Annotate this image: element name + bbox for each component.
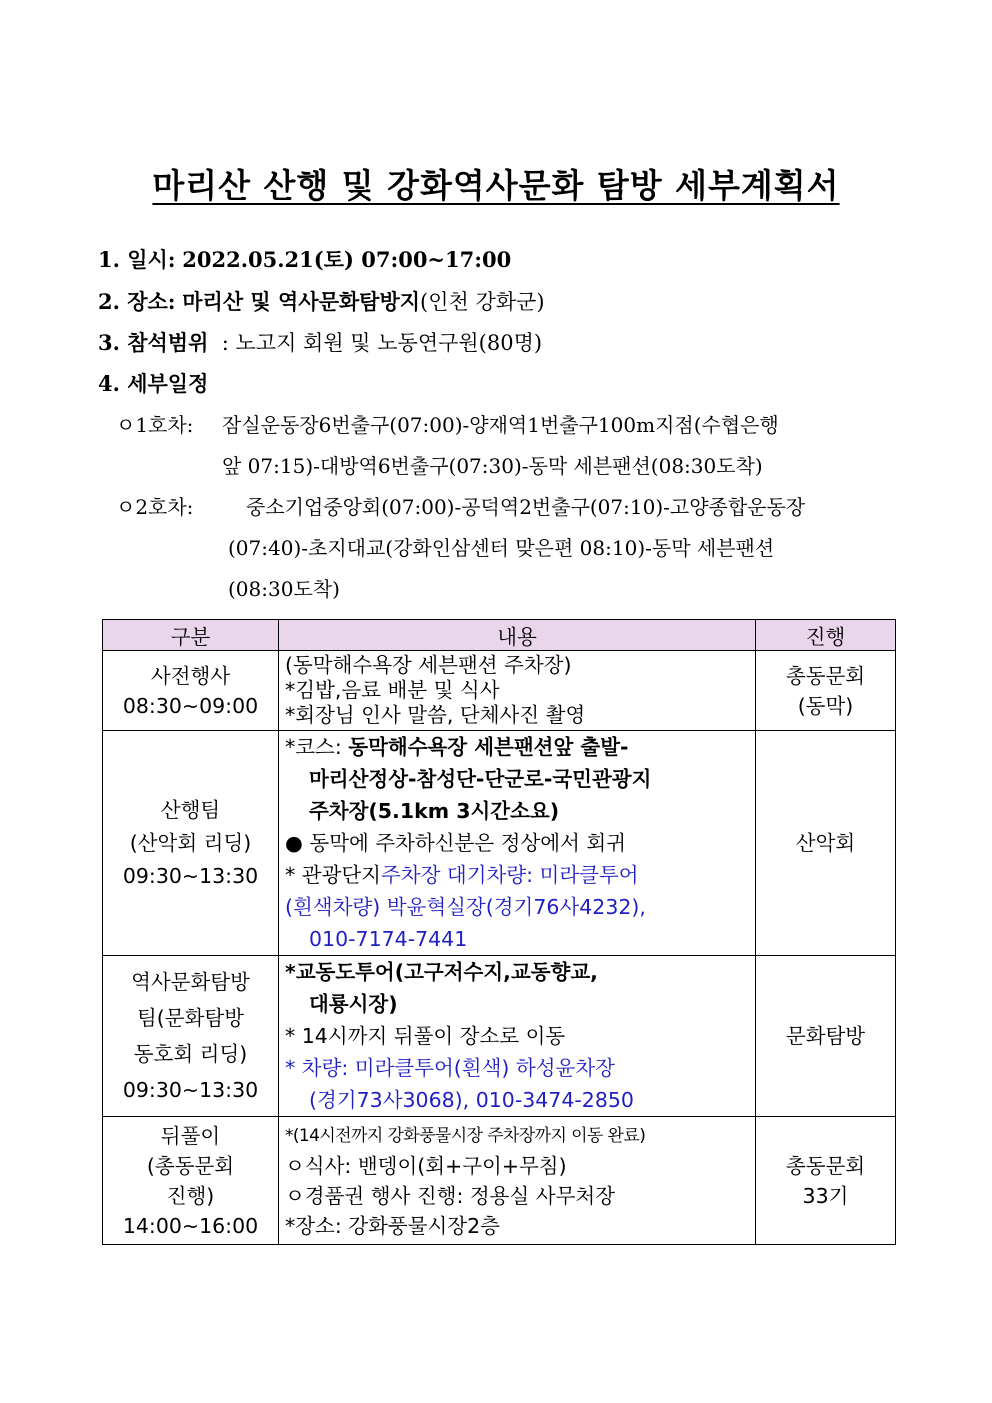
- category-cell: 산행팀 (산악회 리딩) 09:30~13:30: [103, 731, 279, 956]
- content-cell: *코스: 동막해수욕장 세븐팬션앞 출발- 마리산정상-참성단-단군로-국민관광지 주차장(5.1km 3시간소요) ● 동막에 주차하신분은 정상에서 회귀 * 관광단지주차장 대기차량: 미라클투어 (흰색차량) 박윤혁실장(경기76사4232), 010-7174-7441: [279, 731, 756, 956]
- table-row: [103, 651, 896, 731]
- host-cell: 총동문회 33기: [756, 1117, 896, 1245]
- table-row: [103, 956, 896, 1117]
- bus1-route-line1: 잠실운동장6번출구(07:00)-양재역1번출구100m지점(수협은행: [222, 413, 779, 437]
- category-cell: 사전행사 08:30~09:00: [103, 651, 279, 731]
- header-content: 내용: [279, 620, 756, 651]
- category-cell: 역사문화탐방 팀(문화탐방 동호회 리딩) 09:30~13:30: [103, 956, 279, 1117]
- bus1-route-line2: 앞 07:15)-대방역6번출구(07:30)-동막 세븐팬션(08:30도착): [222, 454, 763, 478]
- date-line: 1. 일시: 2022.05.21(토) 07:00~17:00: [98, 247, 512, 272]
- content-cell: (동막해수욕장 세븐팬션 주차장) *김밥,음료 배분 및 식사 *회장님 인사 말씀, 단체사진 촬영: [279, 651, 756, 731]
- bus2-label: ㅇ2호차:: [116, 495, 194, 519]
- host-cell: 산악회: [756, 731, 896, 956]
- schedule-heading: 4. 세부일정: [98, 371, 209, 396]
- host-cell: 총동문회 (동막): [756, 651, 896, 731]
- bus2-route-line1: 중소기업중앙회(07:00)-공덕역2번출구(07:10)-고양종합운동장: [246, 495, 806, 519]
- header-host: 진행: [756, 620, 896, 651]
- bus2-route-line2: (07:40)-초지대교(강화인삼센터 맞은편 08:10)-동막 세븐팬션: [228, 536, 775, 560]
- document-title: 마리산 산행 및 강화역사문화 탐방 세부계획서: [152, 166, 840, 205]
- attendance-line: 3. 참석범위 : 노고지 회원 및 노동연구원(80명): [98, 330, 543, 355]
- bus2-route-line3: (08:30도착): [228, 577, 340, 601]
- schedule-table: [102, 619, 896, 1245]
- content-cell: *(14시전까지 강화풍물시장 주차장까지 이동 완료) ㅇ식사: 밴뎅이(회+구이+무침) ㅇ경품권 행사 진행: 정용실 사무처장 *장소: 강화풍물시장2층: [279, 1117, 756, 1245]
- bus1-label: ㅇ1호차:: [116, 413, 194, 437]
- place-line: 2. 장소: 마리산 및 역사문화탐방지(인천 강화군): [98, 289, 545, 314]
- table-row: [103, 731, 896, 956]
- table-header-row: [103, 620, 896, 651]
- table-row: [103, 1117, 896, 1245]
- content-cell: *교동도투어(고구저수지,교동향교, 대룡시장) * 14시까지 뒤풀이 장소로 이동 * 차량: 미라클투어(흰색) 하성윤차장 (경기73사3068), 010-3474-2850: [279, 956, 756, 1117]
- category-cell: 뒤풀이 (총동문회 진행) 14:00~16:00: [103, 1117, 279, 1245]
- header-category: 구분: [103, 620, 279, 651]
- host-cell: 문화탐방: [756, 956, 896, 1117]
